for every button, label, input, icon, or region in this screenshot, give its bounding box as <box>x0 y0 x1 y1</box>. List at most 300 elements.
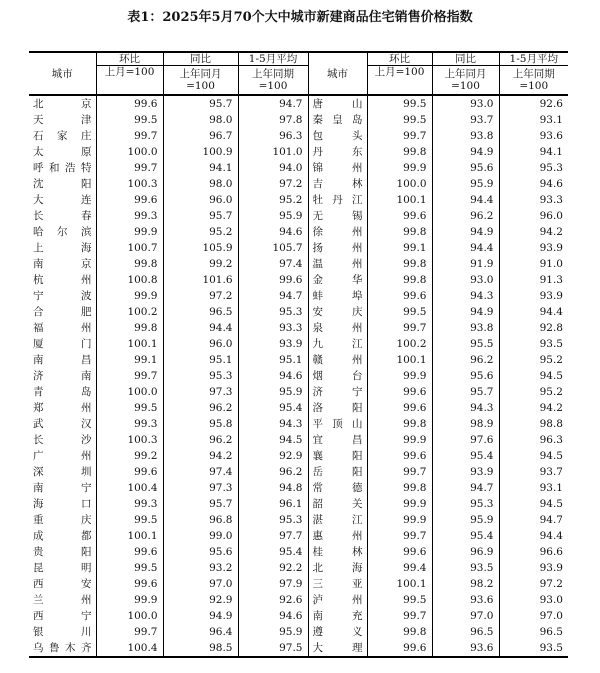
right-yoy-cell: 94.9 <box>432 224 499 240</box>
right-avg-cell: 91.0 <box>539 257 563 270</box>
left-city-cell: 兰州 <box>29 592 96 608</box>
right-avg-cell: 93.5 <box>499 640 568 657</box>
left-city-cell: 郑州 <box>29 400 96 416</box>
right-yoy-cell: 93.6 <box>432 640 499 657</box>
right-yoy-cell: 94.4 <box>432 240 499 256</box>
left-yoy-cell: 100.9 <box>163 144 238 160</box>
right-city-cell: 温州 <box>308 256 367 272</box>
left-city-cell: 西安 <box>29 576 96 592</box>
right-mom-cell: 99.9 <box>367 368 432 384</box>
yoy-header-left: 同比 <box>163 52 238 66</box>
left-yoy-cell: 98.0 <box>163 112 238 128</box>
left-yoy-cell: 95.6 <box>163 544 238 560</box>
left-yoy-cell: 97.3 <box>163 480 238 496</box>
right-yoy-cell: 95.7 <box>432 384 499 400</box>
right-yoy-cell: 97.6 <box>432 432 499 448</box>
right-city-cell: 赣州 <box>308 352 367 368</box>
left-mom-cell: 99.3 <box>96 416 163 432</box>
right-mom-cell: 99.5 <box>367 592 432 608</box>
right-avg-cell: 96.0 <box>539 209 563 222</box>
left-mom-cell: 99.9 <box>96 224 163 240</box>
right-avg-cell: 94.2 <box>539 225 563 238</box>
right-mom-cell: 99.6 <box>367 400 432 416</box>
left-city-cell: 贵阳 <box>29 544 96 560</box>
right-yoy-cell: 96.5 <box>432 624 499 640</box>
left-mom-cell: 99.5 <box>96 560 163 576</box>
right-avg-cell: 97.0 <box>539 609 563 622</box>
left-yoy-cell: 105.9 <box>163 240 238 256</box>
right-city-cell: 蚌埠 <box>308 288 367 304</box>
right-mom-cell: 99.9 <box>367 512 432 528</box>
mom-header-left: 环比 <box>96 52 163 66</box>
left-city-cell: 宁波 <box>29 288 96 304</box>
table-row <box>29 176 568 192</box>
right-mom-cell: 99.6 <box>367 448 432 464</box>
left-city-cell: 上海 <box>29 240 96 256</box>
right-city-cell: 北海 <box>308 560 367 576</box>
right-yoy-cell: 95.6 <box>432 368 499 384</box>
right-city-cell: 韶关 <box>308 496 367 512</box>
right-yoy-cell: 95.5 <box>432 336 499 352</box>
right-mom-cell: 100.0 <box>367 176 432 192</box>
left-city-cell: 银川 <box>29 624 96 640</box>
left-city-cell: 厦门 <box>29 336 96 352</box>
left-avg-cell: 94.6 <box>238 608 308 624</box>
right-city-cell: 常德 <box>308 480 367 496</box>
right-avg-cell: 94.4 <box>539 305 563 318</box>
left-city-cell: 重庆 <box>29 512 96 528</box>
left-avg-cell: 105.7 <box>238 240 308 256</box>
right-mom-cell: 99.6 <box>367 384 432 400</box>
right-mom-cell: 100.2 <box>367 336 432 352</box>
left-mom-cell: 100.1 <box>96 336 163 352</box>
avg-sub-line1: 上年同期 <box>512 68 555 80</box>
right-city-cell: 丹东 <box>308 144 367 160</box>
left-mom-cell: 99.3 <box>96 208 163 224</box>
right-yoy-cell: 93.5 <box>432 560 499 576</box>
right-city-cell: 岳阳 <box>308 464 367 480</box>
left-city-cell: 南宁 <box>29 480 96 496</box>
left-yoy-cell: 92.9 <box>163 592 238 608</box>
left-mom-cell: 99.2 <box>96 448 163 464</box>
left-avg-cell: 97.4 <box>238 256 308 272</box>
right-city-cell: 平顶山 <box>308 416 367 432</box>
right-avg-cell: 92.8 <box>539 321 563 334</box>
avg-sub-right <box>499 66 568 96</box>
left-city-cell: 杭州 <box>29 272 96 288</box>
left-yoy-cell: 96.4 <box>163 624 238 640</box>
avg-sub-line2: =100 <box>519 80 549 92</box>
right-avg-cell: 93.6 <box>539 129 563 142</box>
table-row <box>29 112 568 128</box>
right-avg-cell: 96.6 <box>539 545 563 558</box>
right-city-cell: 安庆 <box>308 304 367 320</box>
right-mom-cell: 99.7 <box>367 464 432 480</box>
right-city-cell: 桂林 <box>308 544 367 560</box>
right-mom-cell: 99.9 <box>367 432 432 448</box>
right-mom-cell: 100.1 <box>367 192 432 208</box>
left-avg-cell: 97.2 <box>238 176 308 192</box>
table-row <box>29 128 568 144</box>
left-yoy-cell: 98.5 <box>163 640 238 657</box>
left-yoy-cell: 94.9 <box>163 608 238 624</box>
avg-sub-line1: 上年同期 <box>252 68 294 80</box>
left-avg-cell: 97.8 <box>238 112 308 128</box>
right-avg-cell: 93.9 <box>539 561 563 574</box>
table-row <box>29 320 568 336</box>
left-avg-cell: 94.6 <box>238 368 308 384</box>
table-row <box>29 224 568 240</box>
left-mom-cell: 99.8 <box>96 320 163 336</box>
right-city-cell: 泸州 <box>308 592 367 608</box>
right-yoy-cell: 93.7 <box>432 112 499 128</box>
left-yoy-cell: 96.5 <box>163 304 238 320</box>
left-mom-cell: 100.0 <box>96 608 163 624</box>
right-city-cell: 无锡 <box>308 208 367 224</box>
right-avg-cell: 92.6 <box>499 95 568 112</box>
right-yoy-cell: 96.2 <box>432 352 499 368</box>
right-avg-cell: 94.1 <box>539 145 563 158</box>
table-row <box>29 480 568 496</box>
right-city-cell: 锦州 <box>308 160 367 176</box>
left-avg-cell: 97.7 <box>238 528 308 544</box>
avg-header-right: 1-5月平均 <box>499 52 568 66</box>
right-avg-cell: 94.4 <box>539 529 563 542</box>
right-city-cell: 大理 <box>308 640 367 657</box>
left-avg-cell: 94.0 <box>238 160 308 176</box>
left-mom-cell: 99.3 <box>96 496 163 512</box>
left-city-cell: 合肥 <box>29 304 96 320</box>
left-mom-cell: 99.6 <box>96 192 163 208</box>
left-mom-cell: 100.0 <box>96 144 163 160</box>
left-mom-cell: 99.7 <box>96 624 163 640</box>
left-mom-cell: 99.5 <box>96 512 163 528</box>
mom-header-right: 环比 <box>367 52 432 66</box>
table-row <box>29 368 568 384</box>
table-row <box>29 496 568 512</box>
left-yoy-cell: 96.0 <box>163 336 238 352</box>
left-avg-cell: 94.6 <box>238 224 308 240</box>
price-index-table <box>29 51 568 658</box>
table-title: 表1：2025年5月70个大中城市新建商品住宅销售价格指数 <box>127 10 473 25</box>
right-city-cell: 襄阳 <box>308 448 367 464</box>
right-yoy-cell: 94.9 <box>432 304 499 320</box>
right-yoy-cell: 93.8 <box>432 128 499 144</box>
left-city-cell: 长春 <box>29 208 96 224</box>
table-row <box>29 512 568 528</box>
right-avg-cell: 94.2 <box>539 401 563 414</box>
left-city-cell: 天津 <box>29 112 96 128</box>
left-avg-cell: 94.3 <box>238 416 308 432</box>
left-mom-cell: 99.1 <box>96 352 163 368</box>
right-mom-cell: 99.5 <box>367 95 432 112</box>
left-city-cell: 南昌 <box>29 352 96 368</box>
right-avg-cell: 95.3 <box>539 161 563 174</box>
left-city-cell: 哈尔滨 <box>29 224 96 240</box>
left-yoy-cell: 94.2 <box>163 448 238 464</box>
right-yoy-cell: 95.9 <box>432 176 499 192</box>
left-yoy-cell: 93.2 <box>163 560 238 576</box>
left-yoy-cell: 95.2 <box>163 224 238 240</box>
right-avg-cell: 96.3 <box>539 433 563 446</box>
left-yoy-cell: 94.1 <box>163 160 238 176</box>
right-avg-cell: 93.0 <box>539 593 563 606</box>
right-mom-cell: 99.7 <box>367 320 432 336</box>
left-avg-cell: 95.4 <box>238 544 308 560</box>
yoy-sub-left <box>163 66 238 96</box>
left-yoy-cell: 96.8 <box>163 512 238 528</box>
right-avg-cell: 93.9 <box>539 289 563 302</box>
right-avg-cell: 97.2 <box>539 577 563 590</box>
left-city-cell: 北京 <box>29 95 96 112</box>
right-mom-cell: 100.1 <box>367 352 432 368</box>
left-yoy-cell: 96.2 <box>163 432 238 448</box>
left-city-cell: 大连 <box>29 192 96 208</box>
table-row <box>29 416 568 432</box>
table-row <box>29 288 568 304</box>
left-city-cell: 成都 <box>29 528 96 544</box>
left-avg-cell: 95.9 <box>238 384 308 400</box>
left-city-cell: 济南 <box>29 368 96 384</box>
left-city-cell: 南京 <box>29 256 96 272</box>
left-yoy-cell: 95.7 <box>163 95 238 112</box>
mom-sub-left: 上月=100 <box>96 66 163 96</box>
right-yoy-cell: 93.6 <box>432 592 499 608</box>
right-mom-cell: 99.8 <box>367 256 432 272</box>
right-city-cell: 烟台 <box>308 368 367 384</box>
left-avg-cell: 96.3 <box>238 128 308 144</box>
right-mom-cell: 99.8 <box>367 144 432 160</box>
table-row <box>29 272 568 288</box>
right-city-cell: 徐州 <box>308 224 367 240</box>
right-avg-cell: 91.3 <box>539 273 563 286</box>
right-avg-cell: 93.3 <box>539 193 563 206</box>
yoy-sub-right <box>432 66 499 96</box>
left-avg-cell: 93.9 <box>238 336 308 352</box>
left-yoy-cell: 97.4 <box>163 464 238 480</box>
right-city-cell: 济宁 <box>308 384 367 400</box>
left-mom-cell: 99.8 <box>96 256 163 272</box>
right-avg-cell: 93.5 <box>539 337 563 350</box>
left-avg-cell: 95.1 <box>238 352 308 368</box>
left-city-cell: 海口 <box>29 496 96 512</box>
left-city-cell: 西宁 <box>29 608 96 624</box>
right-yoy-cell: 95.6 <box>432 160 499 176</box>
right-mom-cell: 99.7 <box>367 608 432 624</box>
left-yoy-cell: 97.0 <box>163 576 238 592</box>
right-city-cell: 泉州 <box>308 320 367 336</box>
right-yoy-cell: 95.4 <box>432 448 499 464</box>
left-avg-cell: 101.0 <box>238 144 308 160</box>
left-mom-cell: 99.9 <box>96 592 163 608</box>
left-yoy-cell: 96.0 <box>163 192 238 208</box>
left-mom-cell: 100.3 <box>96 176 163 192</box>
left-mom-cell: 99.7 <box>96 368 163 384</box>
right-yoy-cell: 95.9 <box>432 512 499 528</box>
left-mom-cell: 100.8 <box>96 272 163 288</box>
left-yoy-cell: 97.3 <box>163 384 238 400</box>
table-row <box>29 144 568 160</box>
left-city-cell: 昆明 <box>29 560 96 576</box>
right-city-cell: 金华 <box>308 272 367 288</box>
left-city-cell: 福州 <box>29 320 96 336</box>
table-row <box>29 240 568 256</box>
left-mom-cell: 100.4 <box>96 640 163 657</box>
left-yoy-cell: 95.7 <box>163 496 238 512</box>
yoy-header-right: 同比 <box>432 52 499 66</box>
left-yoy-cell: 96.7 <box>163 128 238 144</box>
table-row <box>29 544 568 560</box>
table-row <box>29 560 568 576</box>
avg-sub-line2: =100 <box>258 80 288 92</box>
table-row <box>29 160 568 176</box>
right-mom-cell: 99.5 <box>367 304 432 320</box>
right-avg-cell: 94.6 <box>539 177 563 190</box>
left-mom-cell: 100.3 <box>96 432 163 448</box>
right-yoy-cell: 95.3 <box>432 496 499 512</box>
right-avg-cell: 93.1 <box>539 113 563 126</box>
left-mom-cell: 99.6 <box>96 576 163 592</box>
left-mom-cell: 100.2 <box>96 304 163 320</box>
table-row <box>29 400 568 416</box>
right-city-cell: 遵义 <box>308 624 367 640</box>
right-city-cell: 牡丹江 <box>308 192 367 208</box>
right-city-cell: 吉林 <box>308 176 367 192</box>
right-avg-cell: 98.8 <box>539 417 563 430</box>
yoy-sub-line1: 上年同月 <box>444 68 487 80</box>
left-mom-cell: 100.1 <box>96 528 163 544</box>
left-mom-cell: 99.9 <box>96 288 163 304</box>
city-header-left: 城市 <box>29 52 96 95</box>
right-city-cell: 洛阳 <box>308 400 367 416</box>
left-city-cell: 石家庄 <box>29 128 96 144</box>
right-yoy-cell: 93.8 <box>432 320 499 336</box>
right-mom-cell: 99.5 <box>367 112 432 128</box>
table-row <box>29 304 568 320</box>
right-yoy-cell: 96.9 <box>432 544 499 560</box>
right-yoy-cell: 93.9 <box>432 464 499 480</box>
left-yoy-cell: 95.3 <box>163 368 238 384</box>
left-avg-cell: 92.6 <box>238 592 308 608</box>
left-mom-cell: 99.6 <box>96 544 163 560</box>
left-avg-cell: 95.2 <box>238 192 308 208</box>
right-avg-cell: 94.5 <box>539 449 563 462</box>
right-city-cell: 九江 <box>308 336 367 352</box>
right-yoy-cell: 94.4 <box>432 192 499 208</box>
right-avg-cell: 96.5 <box>539 625 563 638</box>
avg-header-left: 1-5月平均 <box>238 52 308 66</box>
table-row <box>29 576 568 592</box>
right-mom-cell: 99.4 <box>367 560 432 576</box>
right-yoy-cell: 94.7 <box>432 480 499 496</box>
right-city-cell: 包头 <box>308 128 367 144</box>
left-avg-cell: 99.6 <box>238 272 308 288</box>
table-row <box>29 624 568 640</box>
right-yoy-cell: 98.9 <box>432 416 499 432</box>
left-yoy-cell: 95.8 <box>163 416 238 432</box>
right-yoy-cell: 95.4 <box>432 528 499 544</box>
left-avg-cell: 95.3 <box>238 512 308 528</box>
table-row <box>29 384 568 400</box>
right-avg-cell: 95.2 <box>539 353 563 366</box>
left-avg-cell: 95.9 <box>238 624 308 640</box>
right-avg-cell: 93.9 <box>539 241 563 254</box>
left-yoy-cell: 101.6 <box>163 272 238 288</box>
right-mom-cell: 99.1 <box>367 240 432 256</box>
right-avg-cell: 93.1 <box>539 481 563 494</box>
left-city-cell: 广州 <box>29 448 96 464</box>
left-city-cell: 太原 <box>29 144 96 160</box>
right-yoy-cell: 98.2 <box>432 576 499 592</box>
table-row <box>29 528 568 544</box>
right-yoy-cell: 97.0 <box>432 608 499 624</box>
right-mom-cell: 99.8 <box>367 480 432 496</box>
right-city-cell: 惠州 <box>308 528 367 544</box>
right-mom-cell: 99.6 <box>367 288 432 304</box>
left-yoy-cell: 99.0 <box>163 528 238 544</box>
table-row <box>29 336 568 352</box>
left-city-cell: 深圳 <box>29 464 96 480</box>
table-row <box>29 432 568 448</box>
table-row <box>29 448 568 464</box>
right-yoy-cell: 94.3 <box>432 400 499 416</box>
yoy-sub-line1: 上年同月 <box>179 68 222 80</box>
right-city-cell: 南充 <box>308 608 367 624</box>
left-avg-cell: 94.7 <box>238 288 308 304</box>
left-mom-cell: 99.6 <box>96 464 163 480</box>
right-avg-cell: 95.2 <box>539 385 563 398</box>
left-mom-cell: 100.0 <box>96 384 163 400</box>
table-row <box>29 192 568 208</box>
table-row <box>29 592 568 608</box>
city-header-right: 城市 <box>308 52 367 95</box>
left-avg-cell: 94.8 <box>238 480 308 496</box>
left-avg-cell: 95.4 <box>238 400 308 416</box>
table-row <box>29 256 568 272</box>
right-yoy-cell: 94.3 <box>432 288 499 304</box>
right-city-cell: 湛江 <box>308 512 367 528</box>
right-mom-cell: 99.7 <box>367 528 432 544</box>
right-mom-cell: 99.8 <box>367 416 432 432</box>
left-city-cell: 乌鲁木齐 <box>29 640 96 657</box>
left-city-cell: 呼和浩特 <box>29 160 96 176</box>
left-mom-cell: 99.5 <box>96 112 163 128</box>
right-mom-cell: 99.9 <box>367 160 432 176</box>
left-avg-cell: 96.1 <box>238 496 308 512</box>
right-city-cell: 扬州 <box>308 240 367 256</box>
right-yoy-cell: 91.9 <box>432 256 499 272</box>
left-city-cell: 长沙 <box>29 432 96 448</box>
left-mom-cell: 100.7 <box>96 240 163 256</box>
left-yoy-cell: 95.1 <box>163 352 238 368</box>
left-mom-cell: 99.7 <box>96 160 163 176</box>
right-avg-cell: 93.7 <box>539 465 563 478</box>
left-avg-cell: 92.9 <box>238 448 308 464</box>
table-row <box>29 208 568 224</box>
left-city-cell: 武汉 <box>29 416 96 432</box>
left-avg-cell: 94.5 <box>238 432 308 448</box>
left-mom-cell: 100.4 <box>96 480 163 496</box>
left-avg-cell: 93.3 <box>238 320 308 336</box>
right-mom-cell: 99.6 <box>367 208 432 224</box>
right-yoy-cell: 93.0 <box>432 95 499 112</box>
table-body <box>29 95 568 657</box>
left-mom-cell: 99.7 <box>96 128 163 144</box>
right-avg-cell: 94.5 <box>539 369 563 382</box>
mom-sub-right: 上月=100 <box>367 66 432 96</box>
table-row <box>29 640 568 657</box>
right-mom-cell: 99.8 <box>367 272 432 288</box>
